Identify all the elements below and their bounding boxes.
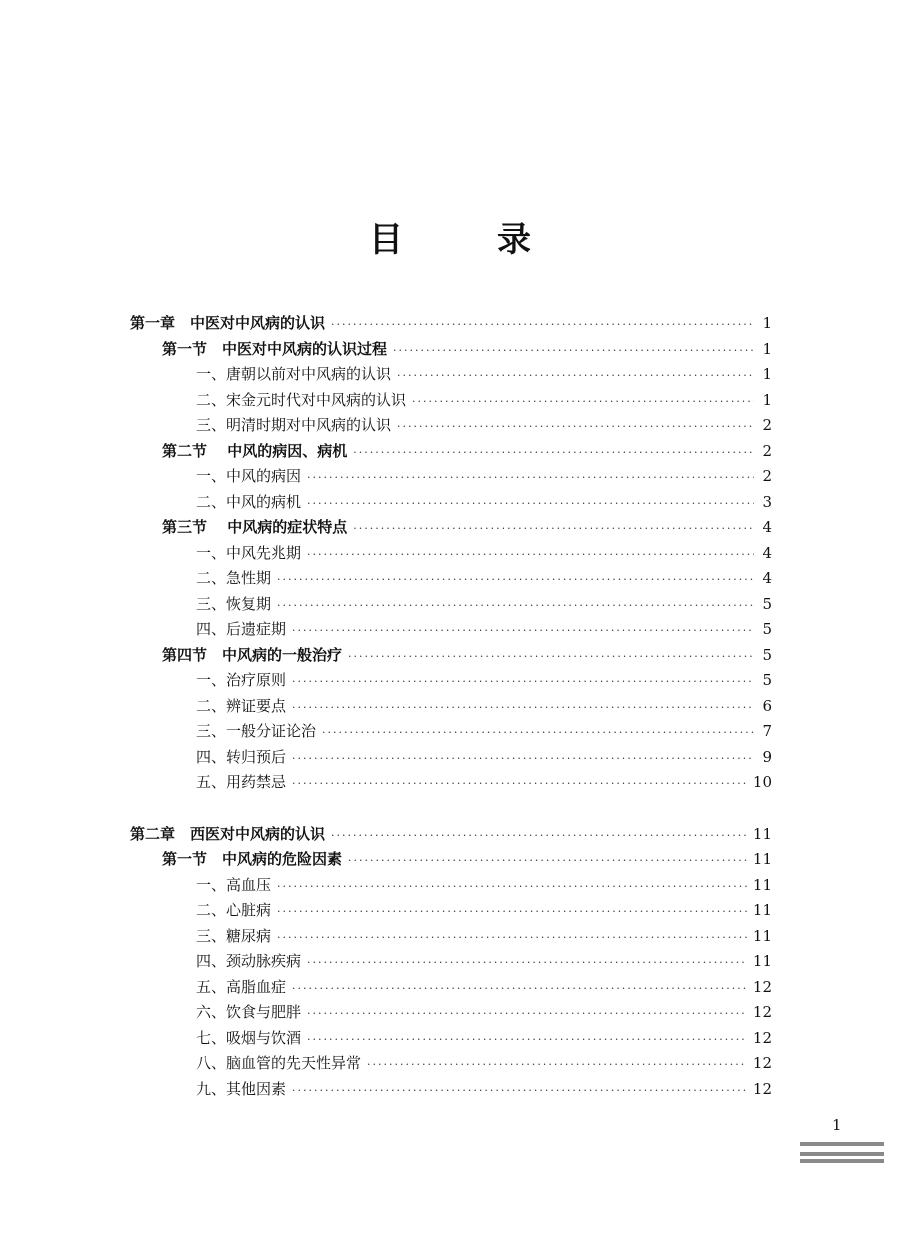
toc-item[interactable]	[196, 925, 772, 947]
toc-item-label: 一、中风的病因	[196, 467, 302, 485]
toc-section-label: 第一节 中医对中风病的认识过程	[162, 339, 388, 358]
toc-chapter[interactable]	[130, 823, 772, 845]
toc-section-page: 2	[762, 441, 772, 460]
toc-item[interactable]	[196, 1078, 772, 1100]
toc-item-label: 一、治疗原则	[196, 671, 287, 689]
toc-item-page: 11	[752, 926, 772, 945]
toc-item[interactable]	[196, 363, 772, 385]
toc-item[interactable]	[196, 1001, 772, 1023]
dot-leader	[322, 722, 754, 744]
toc-item-label: 四、转归预后	[196, 747, 287, 766]
toc-item-label: 二、宋金元时代对中风病的认识	[196, 390, 407, 409]
toc-item-label: 五、用药禁忌	[196, 773, 287, 791]
toc-item-page: 3	[762, 492, 772, 511]
toc-item-label: 六、饮食与肥胖	[196, 1003, 302, 1021]
toc-section-label: 第四节 中风病的一般治疗	[162, 645, 343, 664]
toc-item-page: 6	[762, 696, 772, 715]
toc-chapter-page: 1	[762, 314, 772, 332]
dot-leader	[307, 952, 747, 974]
toc-item-page: 5	[762, 620, 772, 638]
toc-item-page: 12	[752, 1054, 772, 1072]
toc-section-label: 第三节 中风病的症状特点	[162, 518, 348, 536]
toc-item-label: 四、颈动脉疾病	[196, 952, 302, 970]
toc-item[interactable]	[196, 976, 772, 998]
toc-section-page: 1	[762, 339, 772, 358]
toc-item-label: 一、中风先兆期	[196, 543, 302, 562]
dot-leader	[331, 314, 754, 336]
toc-item[interactable]	[196, 874, 772, 896]
toc-item[interactable]	[196, 389, 772, 411]
toc-item-label: 一、唐朝以前对中风病的认识	[196, 365, 392, 383]
toc-item-page: 2	[762, 416, 772, 434]
toc-section-page: 11	[752, 850, 772, 868]
dot-leader	[292, 1080, 747, 1102]
dot-leader	[277, 595, 754, 617]
toc-item-label: 三、恢复期	[196, 594, 272, 613]
toc-section-label: 第二节 中风的病因、病机	[162, 441, 348, 460]
page-title: 目 录	[369, 220, 561, 260]
toc-item-label: 一、高血压	[196, 875, 272, 894]
toc-item[interactable]	[196, 746, 772, 768]
toc-item-label: 二、中风的病机	[196, 492, 302, 511]
toc-item[interactable]	[196, 1052, 772, 1074]
dot-leader	[277, 901, 747, 923]
toc-item-label: 三、明清时期对中风病的认识	[196, 416, 392, 434]
dot-leader	[292, 748, 754, 770]
toc-item-page: 9	[762, 747, 772, 766]
toc-item-label: 七、吸烟与饮酒	[196, 1028, 302, 1047]
dot-leader	[367, 1054, 747, 1076]
toc-item-page: 5	[762, 671, 772, 689]
toc-item[interactable]	[196, 771, 772, 793]
toc-item-label: 二、急性期	[196, 569, 272, 587]
toc-item-page: 12	[752, 1079, 772, 1098]
toc-section[interactable]	[162, 440, 772, 462]
dot-leader	[353, 518, 754, 540]
toc-item-label: 二、心脏病	[196, 901, 272, 919]
toc-item[interactable]	[196, 414, 772, 436]
toc-item-label: 五、高脂血症	[196, 977, 287, 996]
toc-item-page: 1	[762, 365, 772, 383]
toc-section-label: 第一节 中风病的危险因素	[162, 850, 343, 868]
toc-section-page: 5	[762, 645, 772, 664]
dot-leader	[307, 467, 754, 489]
toc-item-page: 12	[752, 1028, 772, 1047]
toc-chapter-label: 第一章 中医对中风病的认识	[130, 314, 326, 332]
toc-item-page: 12	[752, 977, 772, 996]
toc-item[interactable]	[196, 491, 772, 513]
toc-section[interactable]	[162, 848, 772, 870]
toc-item-page: 2	[762, 467, 772, 485]
toc-item[interactable]	[196, 899, 772, 921]
dot-leader	[307, 493, 754, 515]
dot-leader	[348, 646, 754, 668]
toc-chapter[interactable]	[130, 312, 772, 334]
dot-leader	[331, 825, 747, 847]
dot-leader	[292, 620, 754, 642]
dot-leader	[348, 850, 747, 872]
toc-item-page: 12	[752, 1003, 772, 1021]
toc-section[interactable]	[162, 338, 772, 360]
dot-leader	[292, 978, 747, 1000]
toc-item[interactable]	[196, 950, 772, 972]
footer-bar-bottom	[800, 1159, 884, 1163]
page-number: 1	[832, 1116, 842, 1134]
dot-leader	[353, 442, 754, 464]
toc-section[interactable]	[162, 644, 772, 666]
toc-item-page: 4	[762, 569, 772, 587]
dot-leader	[292, 697, 754, 719]
toc-item-label: 三、一般分证论治	[196, 722, 317, 740]
footer-bar-middle	[800, 1152, 884, 1156]
dot-leader	[397, 365, 754, 387]
toc-item[interactable]	[196, 720, 772, 742]
toc-chapter-label: 第二章 西医对中风病的认识	[130, 824, 326, 843]
toc-item[interactable]	[196, 695, 772, 717]
dot-leader	[307, 1029, 747, 1051]
toc-item[interactable]	[196, 1027, 772, 1049]
toc-item[interactable]	[196, 567, 772, 589]
toc-item[interactable]	[196, 618, 772, 640]
footer-bar-top	[800, 1142, 884, 1146]
toc-item[interactable]	[196, 593, 772, 615]
toc-section-page: 4	[762, 518, 772, 536]
toc-item-label: 九、其他因素	[196, 1079, 287, 1098]
toc-item-label: 三、糖尿病	[196, 926, 272, 945]
toc-section[interactable]	[162, 516, 772, 538]
dot-leader	[277, 876, 747, 898]
toc-item-page: 10	[752, 773, 772, 791]
dot-leader	[307, 544, 754, 566]
toc-item[interactable]	[196, 669, 772, 691]
dot-leader	[397, 416, 754, 438]
toc-item-page: 11	[752, 901, 772, 919]
toc-item-page: 11	[752, 875, 772, 894]
dot-leader	[412, 391, 754, 413]
toc-item-page: 4	[762, 543, 772, 562]
toc-item-page: 5	[762, 594, 772, 613]
toc-item-page: 7	[762, 722, 772, 740]
toc-item[interactable]	[196, 542, 772, 564]
dot-leader	[277, 927, 747, 949]
dot-leader	[393, 340, 754, 362]
dot-leader	[292, 671, 754, 693]
toc-item-page: 11	[752, 952, 772, 970]
dot-leader	[292, 773, 747, 795]
toc-chapter-page: 11	[752, 824, 772, 843]
dot-leader	[307, 1003, 747, 1025]
toc-item-label: 二、辨证要点	[196, 696, 287, 715]
toc-item-label: 八、脑血管的先天性异常	[196, 1054, 362, 1072]
toc-item-page: 1	[762, 390, 772, 409]
toc-item-label: 四、后遗症期	[196, 620, 287, 638]
toc-item[interactable]	[196, 465, 772, 487]
dot-leader	[277, 569, 754, 591]
